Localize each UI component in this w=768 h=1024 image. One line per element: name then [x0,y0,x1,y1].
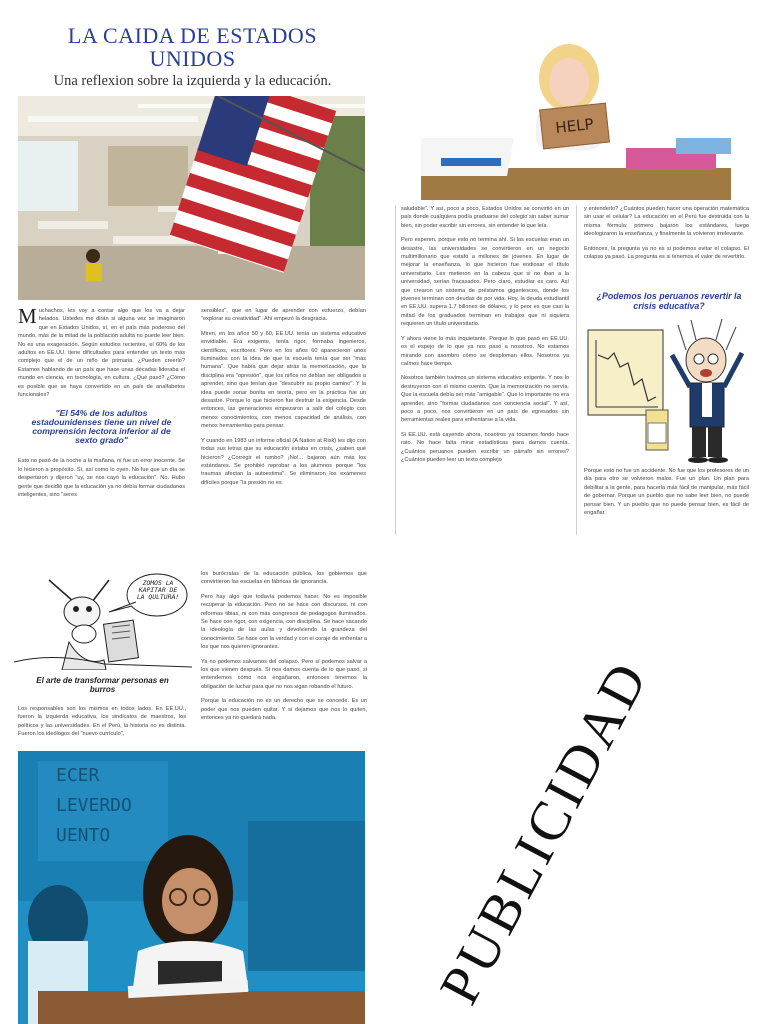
col4-paragraph-3: Porque esto no fue un accidente. No fue que los profesores de un día para otro se volvieron malos. Fue un plan. Un plan para debilitar a la gente, para hacerla más fácil de manipular, más fácil de gobernar. Porque un pueblo que no sabe leer bien, no puede pensar bien. Y un pueblo que no puede pensar bien, es fácil de engañar. [584,468,749,517]
dropcap: M [18,304,37,328]
column-2 [201,307,366,493]
column-1 [18,304,185,506]
pull-quote-2: ¿Podemos los peruanos revertir la crisis educativa? [596,291,742,311]
column-6 [201,570,367,729]
donkey-cartoon [14,572,192,670]
col6-paragraph-3: Ya no podemos salvarnos del colapso. Pero sí podemos salvar a los que vienen después. Si nos damos cuenta de lo que pasó, si entendemos cómo nos engañaron, entonces tenemos la obligación de luchar para que no nos sigan robando el futuro. [201,658,367,690]
cartoon-caption: El arte de transformar personas en burros [36,676,169,694]
page-title [20,24,365,70]
advertisement-label: PUBLICIDAD [428,650,661,1014]
pull-quote-1: "El 54% de los adultos estadounidenses tiene un nivel de comprensión lectora inferior al de sexto grado" [31,408,172,446]
col3-paragraph-4: Nosotros también tuvimos un sistema educativo exigente. Y nos lo destruyeron con el mismo cuento. Que la memorización no servía. Que la escuela debía ser más "amigable". Que lo importante no era aprender, sino "formar ciudadanos con conciencia social". Y así, poco a poco, nos convirtieron en un país de egresados sin herramientas reales para enfrentarse a la vida. [401,375,569,424]
chart-man-cartoon [586,315,750,465]
help-sign: HELP [539,103,610,150]
col6-paragraph-4: Porque la educación no es un derecho que se concede. Es un poder que nos pueden quitar. Y si dejamos que nos lo quiten, entonces ya no quedará nada. [201,698,367,722]
col3-paragraph-1: saludable". Y así, poco a poco, Estados Unidos se convirtió en un país donde cualquiera podía graduarse del colegio sin saber sumar bien, sin poder escribir sin errores, sin entender lo que leía. [401,206,569,229]
board-text: ECER LEVERDO UENTO [56,765,132,846]
flag-classroom-photo [18,96,365,300]
col2-paragraph-3: Y cuando en 1983 un informe oficial (A Nation at Risk) les dijo con todas sus letras que su educación estaba en crisis, ¿saben qué hicieron? ¿Corregir el rumbo? ¡No!... bajaron aún más los estándares. Se prohibió reprobar a los alumnos porque "los traumas afectan la autoestima". Se eliminaron los exámenes difíciles porque "la presión no es [201,437,366,486]
column-5 [18,705,186,745]
col2-paragraph-1: sensibles", que en lugar de aprender con esfuerzo, debían "explorar su creatividad". Ahí empezó la desgracia. [201,308,366,323]
schoolgirl-blue-photo [18,751,365,1024]
col6-paragraph-1: los burócratas de la educación pública, los gobiernos que convirtieron las escuelas en fábricas de ignorancia. [201,571,367,586]
col4-paragraph-2: Entonces, la pregunta ya no es si podemos evitar el colapso. El colapso ya pasó. La pregunta es si tenemos el valor de revertirlo. [584,245,749,261]
col4-paragraph-1: y entenderlo? ¿Cuántos pueden hacer una operación matemática sin usar el celular? La educación en el Perú fue destruida con la misma fórmula: primero bajaron los estándares, luego ideologizaron la enseñanza, y finalmente la volvieron irrelevante. [584,206,749,238]
col3-paragraph-5: Si EE.UU. está cayendo ahora, nosotros ya tocamos fondo hace rato. No hace falta mirar estadísticas para darnos cuenta. ¿Cuántos peruanos pueden escribir un párrafo sin errores? ¿Cuántos pueden leer un texto complejo [401,431,569,463]
cartoon-speech-text: ZOMOS LA KAPITAR DE LA QULTURA! [136,579,180,601]
column-divider [576,205,577,535]
column-divider [395,205,396,535]
column-4-bottom [584,467,749,523]
girl-help-sign-photo [421,40,731,200]
subtitle: Una reflexion sobre la izquierda y la educación. [53,73,332,89]
col6-paragraph-2: Pero hay algo que todavía podemos hacer. No es imposible recuperar la educación. Pero no se hace con discursos, ni con reformas tibias, ni con más congresos de pedagogos iluminados. Se hace con rigor, con exigencia, con disciplina. Se hace sacando la ideología de las aulas y devolviendo la grandeza del conocimiento. Se hace con la verdad y con el coraje de enfrentar a los que nos quieren ignorantes. [201,593,367,651]
column-3 [401,205,569,470]
col1-paragraph-2: Esto no pasó de la noche a la mañana, ni fue un error inocente. Se lo hicieron a propósito. Sí, así como lo oyen. No fue que un día se despertaron y dijeron "uy, se nos cayó la educación". No. Hubo gente que decidió que la educación ya no debía formar ciudadanos inteligentes, sino "seres [18,458,185,499]
title-line-1: LA CAIDA DE ESTADOS [67,23,318,48]
column-4 [584,205,749,267]
col3-paragraph-2: Pero esperen, porque esto no termina ahí. Si las escuelas eran un desastre, las universidades se convirtieron en un negocio multimillonario que estafó a millones de jóvenes. En lugar de mejorar la enseñanza, lo que hicieron fue endiosar el título universitario. Les metieron en la cabeza que si no iban a la universidad, serían fracasados. Pero claro, estudiar es caro. Así que crearon un sistema de préstamos gigantescos, donde los jóvenes terminan con deudas de por vida. Hoy, la deuda estudiantil en EE.UU. supera 1.7 billones de dólares, y lo peor es que casi la mitad de los graduados terminan en trabajos que ni siquiera requieren un título universitario. [401,237,569,328]
col2-paragraph-2: Miren, en los años 50 y 60, EE.UU. tenía un sistema educativo envidiable. Era exigente, tenía rigor, formaba ingenieros, científicos, escritores. Pero en los años 60 aparecieron unos iluminados con la idea de que la escuela tenía que ser "más humana". Que había que dejar atrás la memorización, que la disciplina era "opresión", que los niños no debían ser obligados a aprender, sino que tenían que "descubrir su propio camino". Y la idea puede sonar bonita en teoría, pero en la práctica fue un desastre. Porque lo que hicieron fue destruir la exigencia. Desde entonces, las generaciones empezaron a salir del colegio con menos conocimientos, con menos capacidad de análisis, con menos herramientas para pensar. [201,330,366,430]
col5-paragraph-1: Los responsables son los mismos en todos lados. En EE.UU., fueron la izquierda educativa, los sindicatos de maestros, los políticos y las universidades. En el Perú, la historia no es distinta. Fueron los ideólogos del "nuevo currículo", [18,706,186,738]
col3-paragraph-3: Y ahora viene lo más inquietante. Porque lo que pasó en EE.UU. es el espejo de lo que ya nos pasó a nosotros. No estamos mirando con asombro cómo se desploman ellos. Nosotros ya caímos hace tiempo. [401,335,569,367]
title-line-2: UNIDOS [149,46,236,71]
col1-paragraph-1: Muchachos, les voy a contar algo que los va a dejar helados. Ustedes me dirán si alguna vez se imaginaron que en Estados Unidos, sí, en el país más poderoso del mundo, más de la mitad de la población adulta no puede leer bien. No es una exageración. Según estudios recientes, el 60% de los adultos en EE.UU. tiene dificultades para entender un texto más complejo que el de un niño de primaria. ¿Pueden creerlo? Estamos hablando de un país que hace unas décadas lideraba el mundo en ciencia, en tecnología, en cultura. ¿Qué pasó? ¿Cómo es posible que se haya convertido en un país de analfabetos funcionales? [18,304,185,399]
